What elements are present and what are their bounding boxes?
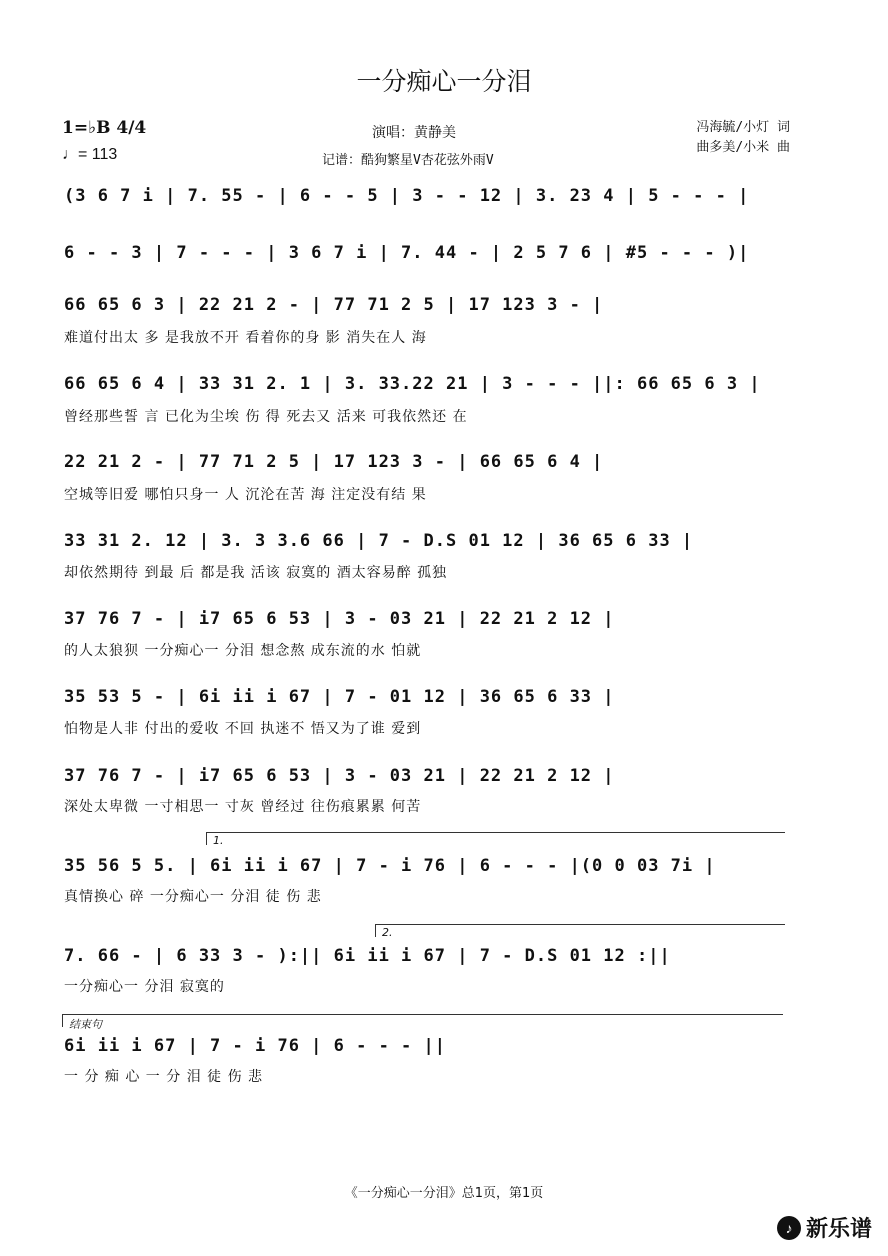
transcriber-credit: 记谱：酷狗繁星V杏花弦外雨V [322, 153, 494, 168]
score-lyrics-4: 曾经那些誓 言 已化为尘埃 伤 得 死去又 活来 可我依然还 在 [64, 409, 468, 425]
score-lyrics-12: 一 分 痴 心 一 分 泪 徒 伤 悲 [64, 1069, 264, 1085]
score-notes-2: 6 - - 3 | 7 - - - | 3 6 7 i | 7. 44 - | 2 5 7 6 | #5 - - - )| [64, 243, 750, 263]
score-lyrics-7: 的人太狼狈 一分痴心一 分泪 想念熬 成东流的水 怕就 [64, 643, 422, 659]
score-lyrics-5: 空城等旧爱 哪怕只身一 人 沉沦在苦 海 注定没有结 果 [64, 487, 427, 503]
score-notes-10: 35 56 5 5. | 6i ii i 67 | 7 - i 76 | 6 - - - |(0 0 03 7i | [64, 856, 716, 876]
volta-first-ending [206, 832, 785, 845]
score-lyrics-8: 怕物是人非 付出的爱收 不回 执迷不 悟又为了谁 爱到 [64, 721, 422, 737]
volta-second-ending [375, 924, 785, 937]
tempo-marking: ♩= 113 [62, 146, 118, 163]
score-notes-12: 6i ii i 67 | 7 - i 76 | 6 - - - || [64, 1036, 446, 1056]
score-notes-1: (3 6 7 i | 7. 55 - | 6 - - 5 | 3 - - 12 | 3. 23 4 | 5 - - - | [64, 186, 750, 206]
music-note-icon: ♪ [777, 1216, 801, 1240]
score-notes-11: 7. 66 - | 6 33 3 - ):|| 6i ii i 67 | 7 - D.S 01 12 :|| [64, 946, 671, 966]
score-notes-3: 66 65 6 3 | 22 21 2 - | 77 71 2 5 | 17 123 3 - | [64, 295, 604, 315]
logo-text: 新乐谱 [805, 1217, 872, 1242]
volta-first-label: 1. [213, 834, 224, 847]
singer-credit: 演唱：黄静美 [372, 125, 456, 141]
lyricist-credit: 冯海毓/小灯 词 [696, 120, 790, 135]
score-lyrics-9: 深处太卑微 一寸相思一 寸灰 曾经过 往伤痕累累 何苦 [64, 799, 422, 815]
coda-label: 结束句 [69, 1018, 102, 1031]
page-title: 一分痴心一分泪 [356, 67, 532, 96]
coda-bracket [62, 1014, 783, 1031]
score-notes-7: 37 76 7 - | i7 65 6 53 | 3 - 03 21 | 22 21 2 12 | [64, 609, 615, 629]
score-lyrics-3: 难道付出太 多 是我放不开 看着你的身 影 消失在人 海 [64, 330, 427, 346]
site-logo[interactable] [777, 1212, 872, 1243]
composer-credit: 曲多美/小米 曲 [696, 140, 790, 155]
score-notes-5: 22 21 2 - | 77 71 2 5 | 17 123 3 - | 66 65 6 4 | [64, 452, 604, 472]
page-footer: 《一分痴心一分泪》总1页，第1页 [344, 1186, 544, 1201]
score-notes-6: 33 31 2. 12 | 3. 3 3.6 66 | 7 - D.S 01 12 | 36 65 6 33 | [64, 531, 694, 551]
volta-second-label: 2. [382, 926, 393, 939]
score-notes-8: 35 53 5 - | 6i ii i 67 | 7 - 01 12 | 36 65 6 33 | [64, 687, 615, 707]
key-signature: 1=♭B 4/4 [62, 118, 147, 138]
score-lyrics-6: 却依然期待 到最 后 都是我 活该 寂寞的 酒太容易醉 孤独 [64, 565, 448, 581]
score-lyrics-10: 真情换心 碎 一分痴心一 分泪 徒 伤 悲 [64, 889, 322, 905]
score-lyrics-11: 一分痴心一 分泪 寂寞的 [64, 979, 225, 995]
score-notes-4: 66 65 6 4 | 33 31 2. 1 | 3. 33.22 21 | 3 - - - ||: 66 65 6 3 | [64, 374, 761, 394]
score-notes-9: 37 76 7 - | i7 65 6 53 | 3 - 03 21 | 22 21 2 12 | [64, 766, 615, 786]
